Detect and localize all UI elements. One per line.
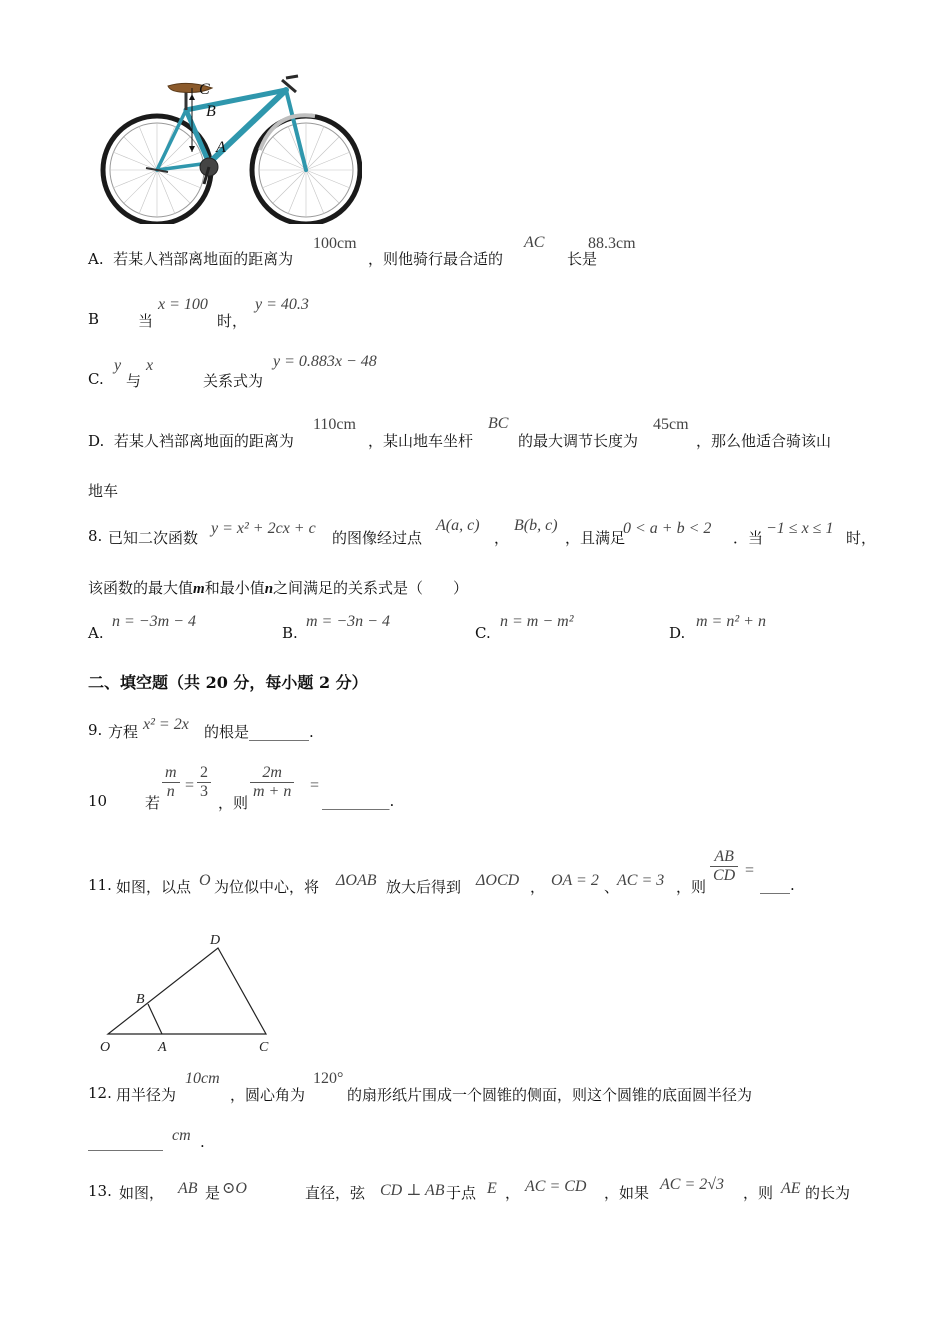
q7b-text-2: 时，	[217, 312, 248, 330]
point-b-label: B	[136, 992, 145, 1007]
q7b-text-1: 当	[138, 312, 154, 330]
frac-den: n	[166, 783, 175, 800]
similar-triangles-figure	[96, 930, 286, 1058]
q12-text-2: ，圆心角为	[230, 1086, 306, 1104]
q12-end: .	[200, 1133, 205, 1151]
q8-text-2: 的图像经过点	[332, 529, 423, 547]
q8-line2-c: 之间满足的关系式是（ ）	[273, 579, 469, 597]
q13-text-6: ，如果	[604, 1184, 650, 1202]
q8-option-d-label: D.	[669, 624, 686, 642]
q8-option-c-expr: n = m − m²	[500, 613, 574, 630]
q8-text-4: ．当	[733, 529, 764, 547]
q11-cond-2: AC = 3	[617, 872, 665, 889]
q13-number: 13.	[88, 1182, 112, 1200]
q7b-cond: x = 100	[158, 296, 208, 313]
option-label: A.	[88, 250, 104, 268]
q8-range: −1 ≤ x ≤ 1	[766, 520, 834, 537]
q13-text-2: 是	[205, 1184, 221, 1202]
point-o-label: O	[100, 1040, 111, 1055]
section-title: 二、填空题（共 20 分，每小题 2 分）	[88, 673, 368, 692]
option-text: 若某人裆部离地面的距离为	[113, 432, 294, 450]
q13-text-8: 的长为	[805, 1184, 851, 1202]
q7d-text-3: 的最大调节长度为	[518, 432, 639, 450]
q10-fraction-2	[197, 764, 211, 801]
q7d-value-110cm: 110cm	[313, 416, 356, 433]
q7a-value-88cm: 88.3cm	[588, 235, 636, 252]
q12-unit: cm	[172, 1127, 191, 1144]
q8-sep: ，	[494, 529, 510, 547]
q8-option-a-expr: n = −3m − 4	[112, 613, 196, 630]
q7c-formula: y = 0.883x − 48	[273, 353, 377, 370]
q8-point-b: B(b, c)	[514, 517, 558, 534]
label-a: A	[216, 139, 226, 156]
q7c-x: x	[146, 357, 154, 374]
bike-frame	[157, 90, 306, 170]
q8-condition: 0 < a + b < 2	[623, 520, 712, 537]
q12-angle: 120°	[313, 1070, 344, 1087]
q9-equation: x² = 2x	[143, 716, 189, 733]
q13-eq-1: AC = CD	[525, 1178, 587, 1195]
frac-den: 3	[200, 783, 208, 800]
q11-text-3: 放大后得到	[386, 878, 462, 896]
q12-text-1: 用半径为	[116, 1086, 177, 1104]
q7d-text-5: 地车	[88, 482, 119, 500]
q7d-bc: BC	[488, 415, 509, 432]
q10-blank: _________.	[322, 792, 395, 810]
segment-ab	[148, 1004, 162, 1034]
option-label: D.	[88, 432, 105, 450]
point-c-label: C	[259, 1040, 269, 1055]
q12-text-3: 的扇形纸片围成一个圆锥的侧面，则这个圆锥的底面圆半径为	[347, 1086, 753, 1104]
frac-num: 2m	[250, 764, 294, 783]
q10-fraction-1	[162, 764, 180, 801]
q11-text-4: ，	[530, 878, 546, 896]
q8-n: n	[264, 581, 274, 597]
q7c-y: y	[114, 357, 122, 374]
q11-tri-2: ΔOCD	[476, 872, 520, 889]
q8-number: 8.	[88, 527, 103, 545]
q13-e: E	[487, 1180, 497, 1197]
option-text: 若某人裆部离地面的距离为	[113, 250, 294, 268]
q10-text-2: ，则	[218, 794, 249, 812]
q11-sep: 、	[604, 878, 620, 896]
q7c-text-1: 与	[126, 372, 142, 390]
q11-tri-1: ΔOAB	[336, 872, 377, 889]
q11-o: O	[199, 872, 211, 889]
q7a-text-3: 长是	[567, 250, 598, 268]
q8-option-b-expr: m = −3n − 4	[306, 613, 390, 630]
q7-option-d	[88, 430, 294, 451]
q13-perp: CD ⊥ AB	[380, 1182, 445, 1199]
q13-text-5: ，	[505, 1184, 521, 1202]
q10-number: 10	[88, 792, 108, 810]
point-d-label: D	[210, 933, 221, 948]
q13-ab: AB	[178, 1180, 198, 1197]
bicycle-figure	[100, 72, 362, 224]
q7b-result: y = 40.3	[255, 296, 309, 313]
q12-number: 12.	[88, 1084, 112, 1102]
q13-circle: ⊙O	[222, 1180, 247, 1197]
q8-line2-a: 该函数的最大值	[88, 579, 194, 597]
q8-line-2	[88, 577, 468, 598]
q7-option-b-label: B	[88, 310, 100, 328]
q8-line2-b: 和最小值	[204, 579, 265, 597]
frac-num: 2	[197, 764, 211, 783]
q7a-ac: AC	[524, 234, 545, 251]
frac-den: CD	[713, 867, 736, 884]
q12-blank: __________	[88, 1133, 163, 1151]
q11-cond-1: OA = 2	[551, 872, 599, 889]
frac-num: m	[162, 764, 180, 783]
q11-text-1: 如图，以点	[116, 878, 192, 896]
q8-m: m	[193, 581, 205, 597]
q8-option-c-label: C.	[475, 624, 491, 642]
triangle-ocd	[108, 948, 266, 1034]
q9-number: 9.	[88, 721, 103, 739]
q8-option-d-expr: m = n² + n	[696, 613, 766, 630]
label-b: B	[206, 103, 216, 120]
q7-option-c-label: C.	[88, 370, 104, 388]
q13-text-1: 如图，	[119, 1184, 165, 1202]
q13-text-7: ，则	[743, 1184, 774, 1202]
q10-eq2: =	[310, 777, 320, 794]
q8-text-1: 已知二次函数	[108, 529, 199, 547]
q13-ae: AE	[781, 1180, 801, 1197]
q7d-text-4: ，那么他适合骑该山	[696, 432, 832, 450]
label-c: C	[199, 81, 210, 98]
q7d-text-2: ，某山地车坐杆	[368, 432, 474, 450]
frac-num: AB	[710, 848, 738, 867]
q8-option-a-label: A.	[88, 624, 104, 642]
q9-text-2: 的根是________.	[204, 723, 314, 741]
q11-eq: =	[745, 862, 755, 879]
q13-text-3: 直径，弦	[305, 1184, 366, 1202]
q10-eq: =	[185, 777, 195, 794]
q11-fraction	[710, 848, 738, 885]
q8-text-3: ，且满足	[565, 529, 626, 547]
q8-function: y = x² + 2cx + c	[211, 520, 316, 537]
q10-fraction-3	[250, 764, 294, 801]
q7a-value-100cm: 100cm	[313, 235, 357, 252]
q7a-text-2: ，则他骑行最合适的	[368, 250, 504, 268]
point-a-label: A	[158, 1040, 167, 1055]
q12-radius: 10cm	[185, 1070, 220, 1087]
q8-option-b-label: B.	[282, 624, 298, 642]
q8-text-5: 时，	[846, 529, 877, 547]
q7-option-a	[88, 248, 293, 269]
q9-text-1: 方程	[108, 723, 139, 741]
q11-text-2: 为位似中心，将	[214, 878, 320, 896]
q10-text-1: 若	[145, 794, 161, 812]
frac-den: m + n	[253, 783, 292, 800]
q8-point-a: A(a, c)	[436, 517, 480, 534]
q13-text-4: 于点	[446, 1184, 477, 1202]
q11-number: 11.	[88, 876, 112, 894]
q7d-value-45cm: 45cm	[653, 416, 689, 433]
q13-eq-2: AC = 2√3	[660, 1176, 725, 1193]
q11-blank: ____.	[760, 876, 795, 894]
q11-text-5: ，则	[676, 878, 707, 896]
q7c-text-2: 关系式为	[203, 372, 264, 390]
